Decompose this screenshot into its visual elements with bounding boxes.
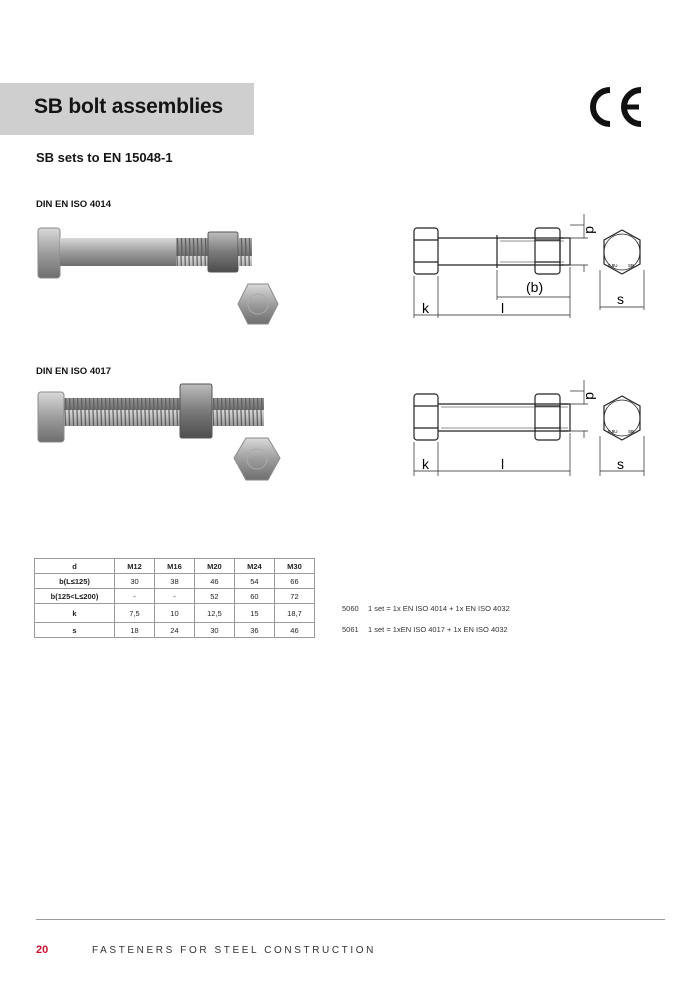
table-cell: 18: [115, 623, 155, 638]
ce-mark-icon: [586, 86, 646, 128]
bolt-photo-4017: [36, 380, 286, 486]
table-cell: 30: [115, 574, 155, 589]
table-cell: 46: [194, 574, 234, 589]
table-cell: -: [154, 589, 194, 604]
table-cell: 38: [154, 574, 194, 589]
table-header-row: [35, 559, 315, 574]
table-cell: 18,7: [274, 604, 314, 623]
table-cell: 30: [194, 623, 234, 638]
title-band: [0, 83, 254, 135]
table-row-label: s: [35, 623, 115, 638]
dim-label-d: d: [583, 226, 599, 234]
table-cell: 10: [154, 604, 194, 623]
dimension-table: [34, 558, 315, 638]
table-header-cell: M12: [115, 559, 155, 574]
dim-label-d: d: [583, 392, 599, 400]
dim-label-b: (b): [526, 279, 544, 295]
table-row: [35, 574, 315, 589]
table-row: [35, 589, 315, 604]
table-cell: 36: [234, 623, 274, 638]
table-cell: 24: [154, 623, 194, 638]
set-code: 5061: [342, 625, 359, 634]
dim-label-l: l: [501, 300, 505, 316]
table-row-label: k: [35, 604, 115, 623]
table-cell: 46: [274, 623, 314, 638]
table-header-cell: M24: [234, 559, 274, 574]
bolt-photo-4014: [36, 226, 286, 332]
table-header-cell: M30: [274, 559, 314, 574]
set-line: [342, 625, 508, 634]
table-cell: 60: [234, 589, 274, 604]
dim-label-k: k: [422, 456, 429, 472]
dim-label-l: l: [501, 456, 505, 472]
head-marking-sb: SB: [628, 263, 635, 268]
page-number: 20: [36, 944, 49, 956]
table-cell: 52: [194, 589, 234, 604]
table-cell: 15: [234, 604, 274, 623]
table-cell: 72: [274, 589, 314, 604]
section-label-4014: DIN EN ISO 4014: [36, 199, 111, 210]
footer-divider: [36, 919, 665, 920]
table-cell: 66: [274, 574, 314, 589]
table-row-label: b(125<L≤200): [35, 589, 115, 604]
head-marking-sb: SB: [628, 429, 635, 434]
table-header-cell: M20: [194, 559, 234, 574]
footer-text: FASTENERS FOR STEEL CONSTRUCTION: [92, 945, 376, 956]
page-title: SB bolt assemblies: [34, 95, 223, 118]
set-text: 1 set = 1xEN ISO 4017 + 1x EN ISO 4032: [368, 625, 508, 634]
table-row: [35, 623, 315, 638]
bolt-drawing-4014: [404, 210, 656, 320]
dim-label-s: s: [617, 291, 624, 307]
table-cell: 7,5: [115, 604, 155, 623]
set-code: 5060: [342, 604, 359, 613]
table-cell: -: [115, 589, 155, 604]
dim-label-s: s: [617, 456, 624, 472]
page-subtitle: SB sets to EN 15048-1: [36, 150, 173, 165]
section-label-4017: DIN EN ISO 4017: [36, 366, 111, 377]
head-marking-grade: 8.8U: [608, 263, 618, 268]
head-marking-grade: 8.8U: [608, 429, 618, 434]
set-line: [342, 604, 510, 613]
table-row-label: b(L≤125): [35, 574, 115, 589]
table-header-cell: M16: [154, 559, 194, 574]
table-cell: 54: [234, 574, 274, 589]
table-cell: 12,5: [194, 604, 234, 623]
bolt-drawing-4017: [404, 378, 656, 488]
table-row: [35, 604, 315, 623]
dim-label-k: k: [422, 300, 429, 316]
table-header-cell: d: [35, 559, 115, 574]
set-text: 1 set = 1x EN ISO 4014 + 1x EN ISO 4032: [368, 604, 510, 613]
